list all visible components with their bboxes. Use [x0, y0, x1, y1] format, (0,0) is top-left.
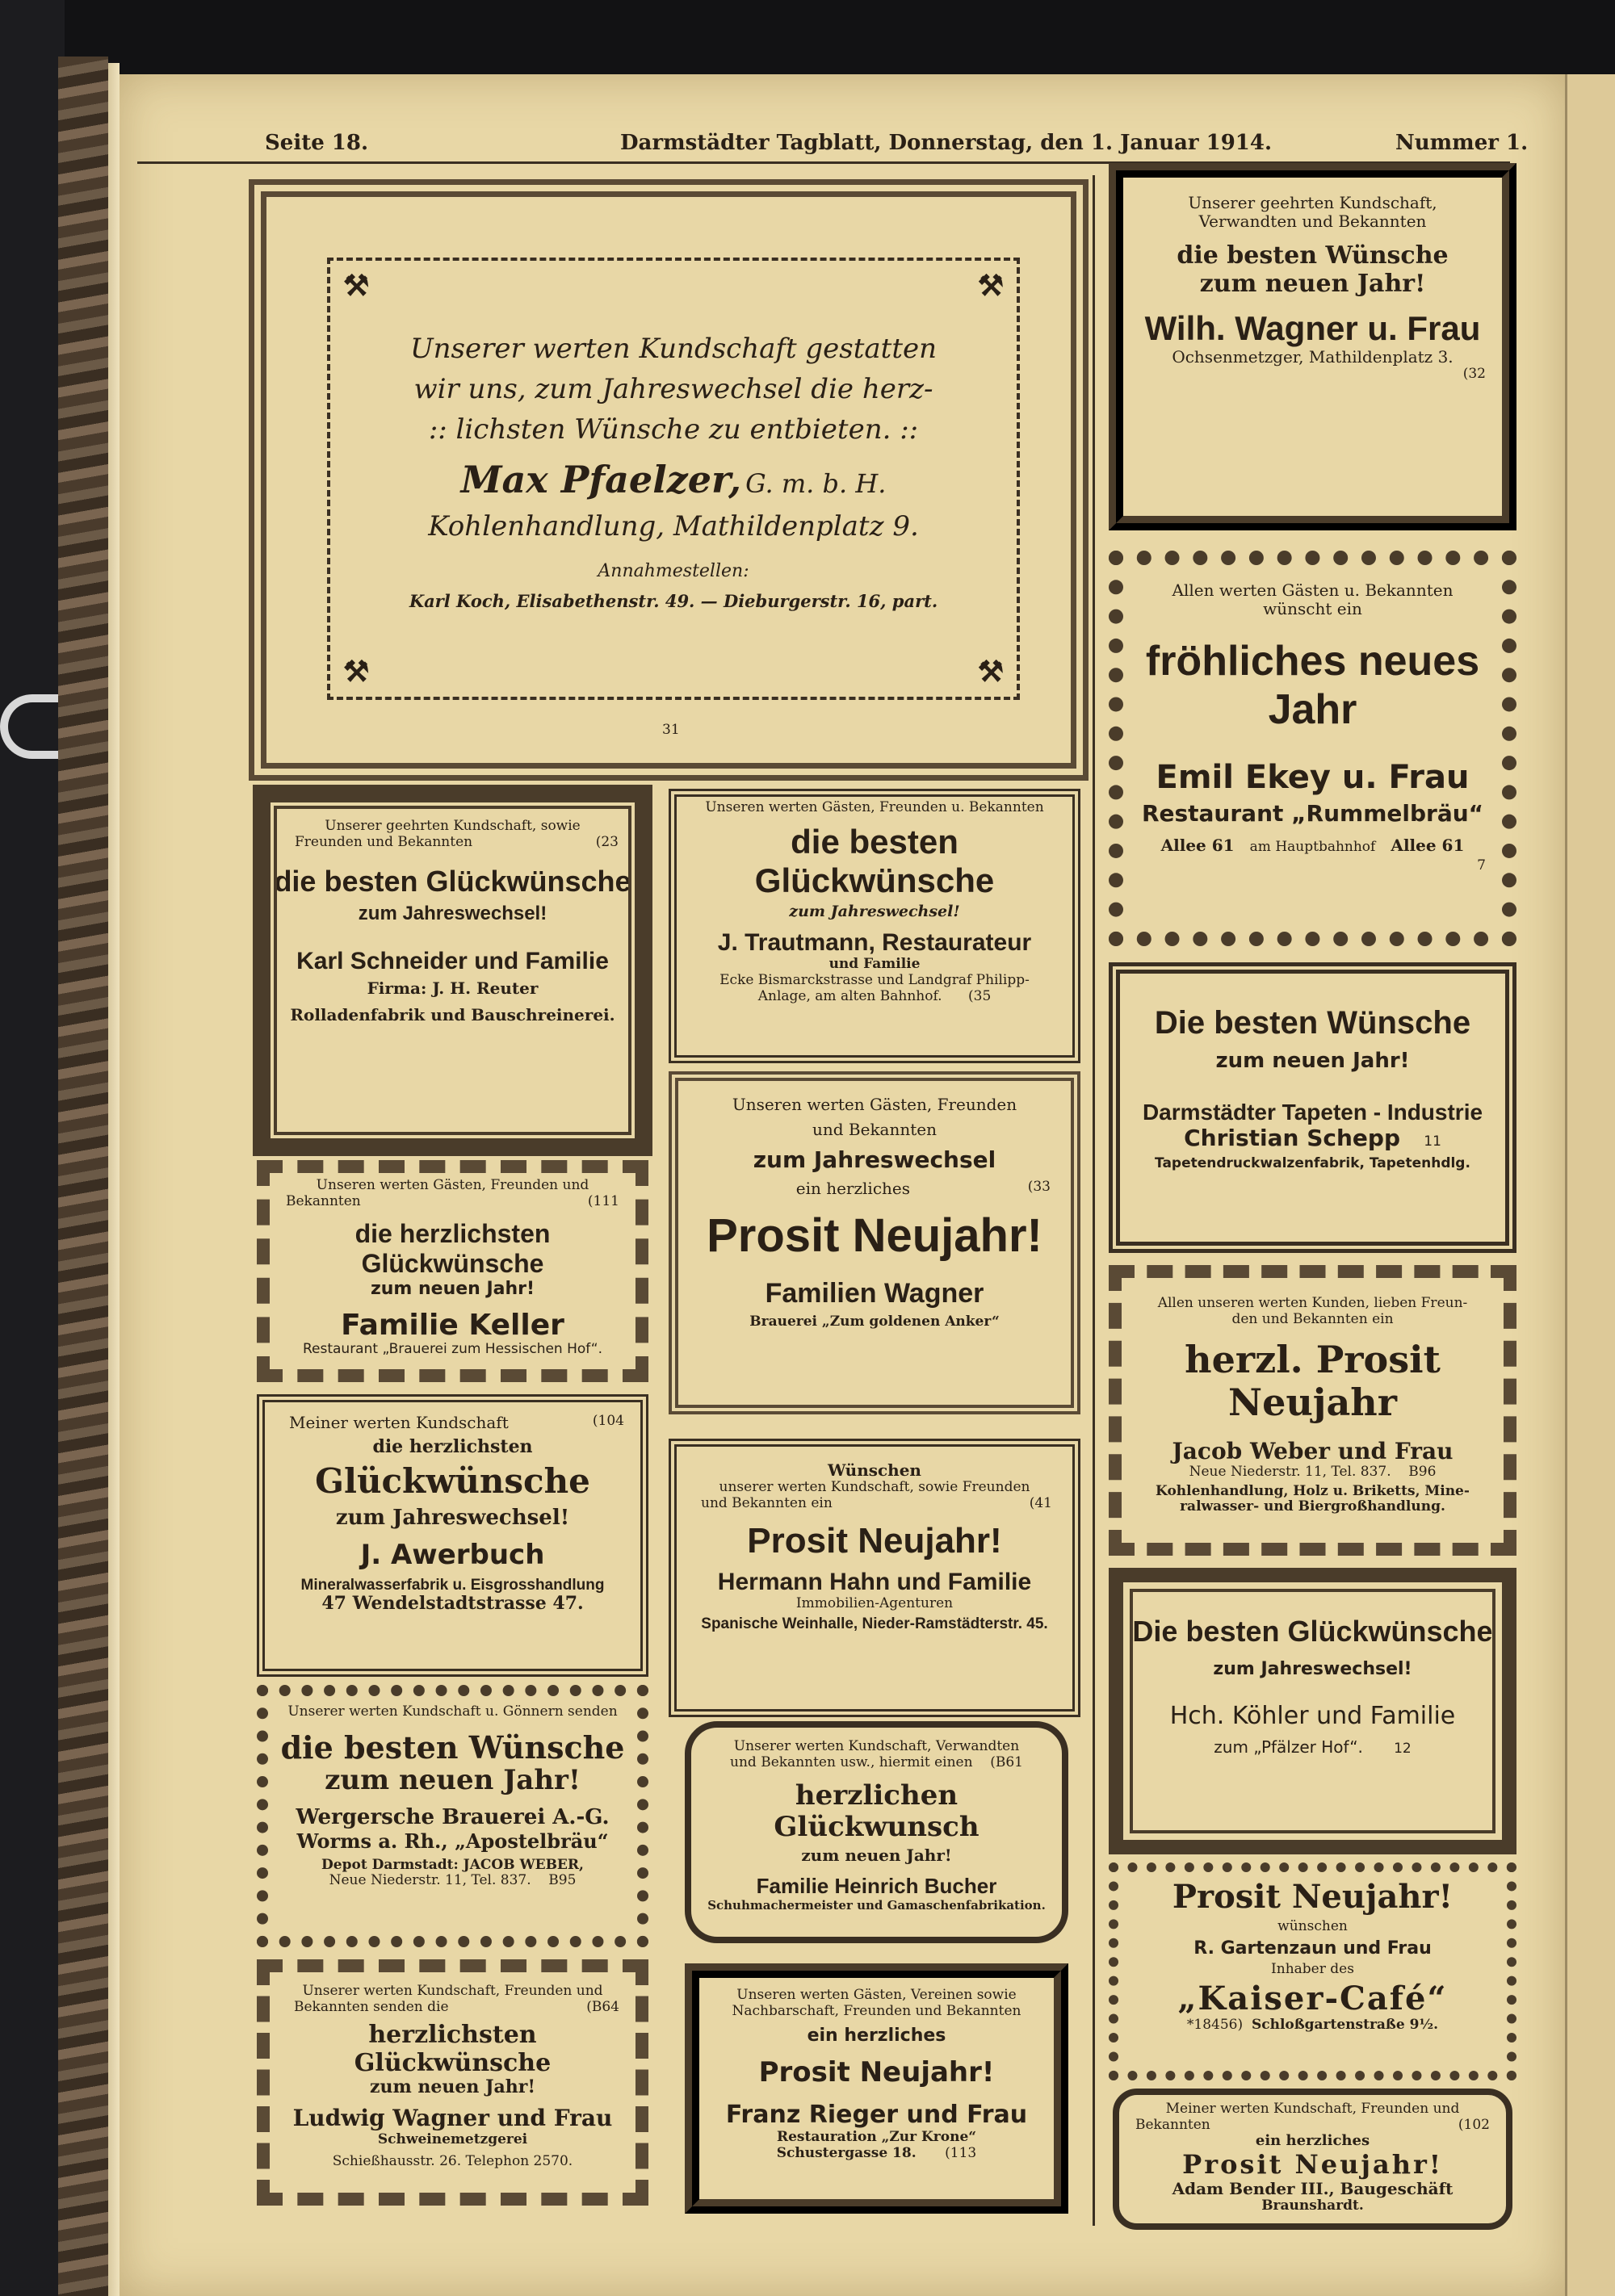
- company-suffix: G. m. b. H.: [745, 468, 887, 499]
- ad-text: zum Jahreswechsel!: [335, 1505, 570, 1530]
- ad-text: 47 Wendelstadtstrasse 47.: [321, 1593, 584, 1615]
- ad-text: Worms a. Rh., „Apostelbräu“: [296, 1829, 609, 1854]
- ad-text: und Bekannten: [812, 1120, 937, 1139]
- ad-company: Wilh. Wagner u. Frau: [1144, 309, 1481, 347]
- ad-text: Restaurant „Brauerei zum Hessischen Hof“.: [302, 1341, 603, 1358]
- ad-text: Unseren werten Gästen, Freunden und: [316, 1177, 589, 1193]
- ad-text: Braunshardt.: [1261, 2197, 1364, 2214]
- ad-text: wünschen: [1277, 1918, 1348, 1934]
- ad-pfaelzer: [249, 179, 1089, 781]
- ad-schneider: [253, 785, 652, 1156]
- ad-text: Bekannten (102: [1135, 2116, 1490, 2133]
- ad-text: Spanische Weinhalle, Nieder-Ramstädterstr. 45.: [701, 1615, 1048, 1632]
- ad-text: Freunden und Bekannten (23: [295, 833, 619, 850]
- ad-text: Unseren werten Gästen, Vereinen sowie: [736, 1987, 1017, 2003]
- ad-text: den und Bekannten ein: [1231, 1310, 1394, 1327]
- ad-company: Emil Ekey u. Frau: [1156, 758, 1470, 796]
- adjacent-page: [1565, 74, 1615, 2296]
- ad-hahn: [669, 1439, 1080, 1717]
- ad-text: :: lichsten Wünsche zu entbieten. ::: [428, 413, 919, 446]
- ad-text: ein herzliches: [807, 2026, 946, 2047]
- ad-company: Familie Keller: [341, 1308, 564, 1342]
- ad-text: und Bekannten usw., hiermit einen (B61: [730, 1753, 1023, 1770]
- ad-text: Anlage, am alten Bahnhof. (35: [757, 987, 992, 1004]
- ad-company: Jacob Weber und Frau: [1172, 1437, 1454, 1464]
- ad-text: Unserer werten Kundschaft u. Gönnern senden: [287, 1703, 618, 1720]
- ad-keller: [257, 1160, 648, 1382]
- ad-headline: Prosit Neujahr!: [1182, 2148, 1443, 2180]
- ad-text: Neue Niederstr. 11, Tel. 837. B95: [329, 1872, 577, 1889]
- ad-company: Hermann Hahn und Familie: [717, 1568, 1032, 1595]
- ad-headline: Die besten Wünsche: [1154, 1005, 1471, 1041]
- book-spine: [58, 57, 108, 2296]
- ad-weber: [1109, 1265, 1516, 1556]
- ad-text: Kohlenhandlung, Mathildenplatz 9.: [428, 510, 919, 543]
- ad-headline: „Kaiser-Café“: [1177, 1980, 1448, 2018]
- ad-headline: herzlichen Glückwunsch: [774, 1779, 979, 1844]
- ad-text: Rolladenfabrik und Bauschreinerei.: [290, 1004, 615, 1024]
- ad-text: Nachbarschaft, Freunden und Bekannten: [732, 2002, 1021, 2019]
- ad-text: Depot Darmstadt: JACOB WEBER,: [321, 1856, 584, 1873]
- ad-headline: Prosit Neujahr!: [1172, 1878, 1454, 1916]
- ad-text: zum neuen Jahr!: [1215, 1049, 1410, 1073]
- ad-text: Karl Koch, Elisabethenstr. 49. — Dieburgerstr. 16, part.: [409, 591, 938, 611]
- ad-text: Allen werten Gästen u. Bekannten: [1172, 580, 1454, 600]
- ad-number: 7: [1477, 857, 1486, 874]
- ad-text: Unseren werten Gästen, Freunden u. Bekannten: [705, 799, 1044, 815]
- ad-ludwig-wagner: [257, 1959, 648, 2206]
- ad-company: Karl Schneider und Familie: [296, 948, 609, 975]
- hammer-icon: ⚒: [343, 269, 370, 303]
- ad-text: Meiner werten Kundschaft, Freunden und: [1165, 2101, 1460, 2117]
- ad-company: Hch. Köhler und Familie: [1169, 1701, 1456, 1730]
- ad-bucher: [685, 1721, 1068, 1943]
- newspaper-page: [120, 74, 1565, 2296]
- background-table: [0, 0, 65, 2296]
- ad-headline: zum neuen Jahr!: [325, 1764, 581, 1797]
- ad-headline: die besten Wünsche: [1177, 241, 1449, 270]
- ad-company: Franz Rieger und Frau: [725, 2101, 1028, 2130]
- ad-rieger: [685, 1963, 1068, 2214]
- ad-text: die herzlichsten: [372, 1436, 533, 1457]
- ad-trautmann: [669, 789, 1080, 1063]
- ad-text: Neue Niederstr. 11, Tel. 837. B96: [1189, 1464, 1437, 1481]
- ad-text: Brauerei „Zum goldenen Anker“: [749, 1313, 1000, 1330]
- ad-text: Annahmestellen:: [598, 561, 749, 581]
- ad-headline: Prosit Neujahr!: [707, 1209, 1042, 1263]
- ad-headline: die besten Glückwünsche: [754, 822, 995, 899]
- ad-text: Kohlenhandlung, Holz u. Briketts, Mine-: [1156, 1482, 1470, 1499]
- ad-text: Unserer geehrten Kundschaft, sowie: [325, 818, 581, 834]
- ad-headline: die herzlichsten Glückwünsche: [354, 1219, 551, 1278]
- ad-text: Unserer werten Kundschaft, Freunden und: [302, 1983, 603, 1999]
- ad-company: Adam Bender III., Baugeschäft: [1172, 2178, 1454, 2198]
- column-rule: [1093, 175, 1095, 2226]
- ad-koehler: [1109, 1568, 1516, 1854]
- ad-text: Unserer werten Kundschaft gestatten: [409, 333, 938, 365]
- ad-text: Ochsenmetzger, Mathildenplatz 3.: [1172, 347, 1454, 367]
- ad-text: Unseren werten Gästen, Freunden: [732, 1095, 1017, 1114]
- page-number: Seite 18.: [265, 131, 369, 155]
- ad-headline: zum neuen Jahr!: [1199, 269, 1426, 298]
- ad-company: [330, 459, 1017, 501]
- ad-text: ralwasser- und Biergroßhandlung.: [1180, 1498, 1445, 1515]
- ad-text: Tapetendruckwalzenfabrik, Tapetenhdlg.: [1155, 1155, 1470, 1172]
- ad-text: und Familie: [828, 956, 921, 973]
- ad-headline: die besten Wünsche: [280, 1728, 625, 1766]
- ad-text: Bekannten senden die (B64: [294, 1998, 619, 2015]
- ad-text: Restauration „Zur Krone“: [776, 2128, 977, 2145]
- ad-text: Meiner werten Kundschaft (104: [289, 1413, 624, 1432]
- ad-familien-wagner: [669, 1071, 1080, 1414]
- ad-company: Darmstädter Tapeten - Industrie: [1142, 1099, 1483, 1125]
- ad-text: Schweinemetzgerei: [377, 2131, 528, 2147]
- ad-text: Bekannten (111: [286, 1192, 619, 1209]
- issue-number: Nummer 1.: [1395, 131, 1529, 155]
- ad-headline: Prosit Neujahr!: [758, 2056, 995, 2089]
- ad-text: Schießhausstr. 26. Telephon 2570.: [332, 2153, 573, 2170]
- ad-text: wir uns, zum Jahreswechsel die herz-: [413, 373, 933, 405]
- ad-company: Familie Heinrich Bucher: [756, 1874, 997, 1899]
- page-edge: [108, 63, 120, 2296]
- ad-text: zum Jahreswechsel!: [358, 903, 547, 925]
- ad-text: wünscht ein: [1263, 599, 1362, 618]
- ad-text: unserer werten Kundschaft, sowie Freunden: [719, 1479, 1030, 1495]
- ad-wilh-wagner: [1109, 163, 1516, 530]
- ad-text: zum „Pfälzer Hof“. 12: [1214, 1737, 1412, 1758]
- ad-text: Restaurant „Rummelbräu“: [1141, 799, 1484, 827]
- hammer-icon: ⚒: [977, 655, 1004, 689]
- ad-text: zum Jahreswechsel!: [1213, 1659, 1412, 1680]
- ad-headline: Glückwünsche: [315, 1461, 590, 1502]
- ad-bender: [1113, 2089, 1512, 2230]
- ad-number: 31: [662, 722, 680, 738]
- ad-headline: Prosit Neujahr!: [747, 1521, 1002, 1561]
- ad-company: J. Trautmann, Restaurateur: [717, 928, 1032, 956]
- ad-company: Ludwig Wagner und Frau: [292, 2105, 613, 2132]
- hammer-icon: ⚒: [343, 655, 370, 689]
- ad-text: Verwandten und Bekannten: [1198, 212, 1427, 231]
- ad-text: zum Jahreswechsel!: [789, 903, 960, 921]
- ad-headline: zum Jahreswechsel: [753, 1146, 996, 1173]
- ad-gartenzaun: [1109, 1862, 1516, 2080]
- ad-text: Schustergasse 18. (113: [776, 2144, 977, 2161]
- company-name: Max Pfaelzer,: [460, 458, 741, 501]
- ad-text: Inhaber des: [1271, 1960, 1354, 1977]
- ad-text: *18456) Schloßgartenstraße 9½.: [1186, 2017, 1439, 2034]
- ad-company: Christian Schepp 11: [1184, 1125, 1441, 1152]
- ad-headline: herzlichsten Glückwünsche: [354, 2021, 552, 2077]
- ad-text: Allen unseren werten Kunden, lieben Freun-: [1157, 1295, 1468, 1311]
- page-header: [120, 124, 1565, 160]
- ad-text: Ecke Bismarckstrasse und Landgraf Philipp-: [719, 972, 1030, 989]
- ad-headline: herzl. Prosit Neujahr: [1185, 1338, 1441, 1424]
- ad-text: zum neuen Jahr!: [801, 1846, 952, 1866]
- ad-awerbuch: [257, 1394, 648, 1677]
- hammer-icon: ⚒: [977, 269, 1004, 303]
- ad-text: ein herzliches (33: [795, 1179, 1051, 1199]
- ad-headline: Die besten Glückwünsche: [1132, 1615, 1493, 1648]
- ad-wergersche: [257, 1685, 648, 1947]
- ad-text: Unserer geehrten Kundschaft,: [1188, 193, 1437, 212]
- ad-headline: fröhliches neues Jahr: [1145, 638, 1480, 733]
- ad-schepp: [1109, 962, 1516, 1253]
- ad-text: Immobilien-Agenturen: [795, 1595, 954, 1612]
- ad-text: ein herzliches: [1255, 2132, 1370, 2150]
- ad-company: J. Awerbuch: [360, 1539, 545, 1572]
- ad-ekey: [1109, 551, 1516, 946]
- ad-text: Wünschen: [828, 1460, 921, 1480]
- ad-text: Schuhmachermeister und Gamaschenfabrikation.: [707, 1898, 1046, 1913]
- ad-text: zum neuen Jahr!: [370, 1278, 535, 1299]
- masthead: Darmstädter Tagblatt, Donnerstag, den 1. Januar 1914.: [620, 131, 1273, 155]
- ad-address: Allee 61 am Hauptbahnhof Allee 61: [1160, 835, 1465, 855]
- ad-text: und Bekannten ein (41: [701, 1494, 1052, 1511]
- ad-text: Unserer werten Kundschaft, Verwandten: [733, 1738, 1020, 1754]
- ad-text: Mineralwasserfabrik u. Eisgrosshandlung: [300, 1576, 605, 1594]
- ad-text: zum neuen Jahr!: [370, 2076, 535, 2098]
- ad-number: (32: [1462, 366, 1486, 383]
- ad-company: R. Gartenzaun und Frau: [1193, 1938, 1432, 1959]
- ad-text: Firma: J. H. Reuter: [367, 978, 539, 998]
- ad-inner-frame: [327, 258, 1020, 700]
- ad-headline: die besten Glückwünsche: [274, 865, 631, 899]
- ad-company: Wergersche Brauerei A.-G.: [296, 1805, 610, 1830]
- ad-company: Familien Wagner: [765, 1277, 984, 1309]
